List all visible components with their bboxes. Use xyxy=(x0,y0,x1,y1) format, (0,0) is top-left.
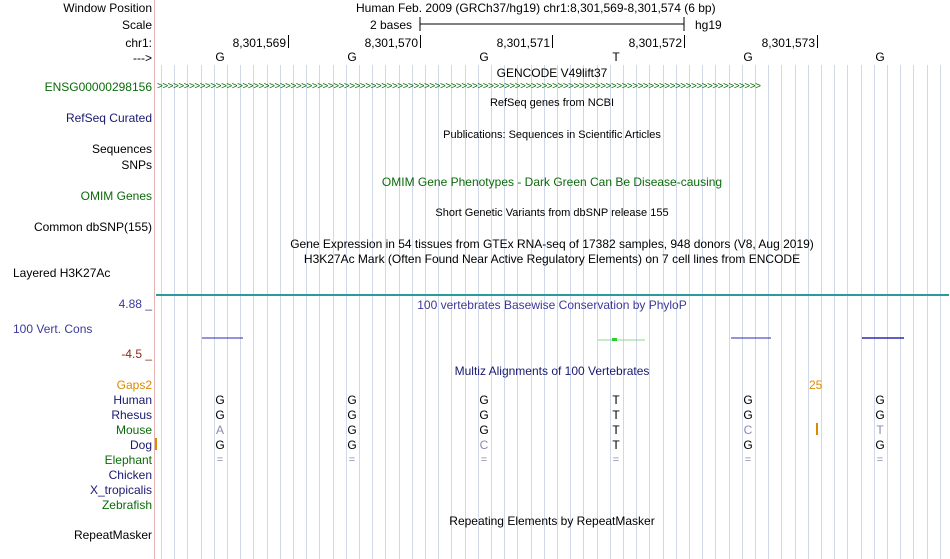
reference-base: G xyxy=(743,50,753,64)
scale-bar-text: 2 bases xyxy=(370,18,413,32)
aligned-base: G xyxy=(215,408,225,422)
phylop-signal xyxy=(155,330,950,346)
aligned-base: G xyxy=(479,393,489,407)
aligned-base: G xyxy=(875,408,885,422)
reference-base: T xyxy=(612,50,620,64)
species-label-elephant[interactable]: Elephant xyxy=(104,453,152,467)
aligned-base: T xyxy=(876,423,884,437)
position-label: 8,301,573 xyxy=(761,36,815,50)
multiz-track-title: Multiz Alignments of 100 Vertebrates xyxy=(454,364,650,378)
position-tick xyxy=(684,35,685,48)
aligned-base: = xyxy=(480,454,488,466)
assembly-position-title: Human Feb. 2009 (GRCh37/hg19) chr1:8,301,569-8,301,574 (6 bp) xyxy=(356,1,716,15)
position-label: 8,301,570 xyxy=(364,36,418,50)
species-label-human[interactable]: Human xyxy=(113,393,152,407)
aligned-base: C xyxy=(479,438,489,452)
aligned-base: G xyxy=(347,423,357,437)
label-column-separator xyxy=(154,0,155,559)
position-label: 8,301,572 xyxy=(628,36,682,50)
layered-h3k27ac-label[interactable]: Layered H3K27Ac xyxy=(13,266,111,280)
scale-bar xyxy=(418,17,688,31)
common-dbsnp-label[interactable]: Common dbSNP(155) xyxy=(33,220,152,234)
aligned-base: G xyxy=(347,393,357,407)
aligned-base: G xyxy=(743,408,753,422)
species-label-zebrafish[interactable]: Zebrafish xyxy=(101,498,152,512)
species-label-dog[interactable]: Dog xyxy=(129,438,152,452)
position-tick xyxy=(552,35,553,48)
h3k27ac-track-title: H3K27Ac Mark (Often Found Near Active Regulatory Elements) on 7 cell lines from ENCODE xyxy=(303,252,801,266)
phylop-min-value: -4.5 _ xyxy=(121,347,152,361)
aligned-base: = xyxy=(744,454,752,466)
h3k27ac-signal-line xyxy=(156,294,949,296)
species-label-rhesus[interactable]: Rhesus xyxy=(111,408,152,422)
gencode-track-title: GENCODE V49lift37 xyxy=(496,66,608,80)
aligned-base: T xyxy=(612,408,620,422)
reference-base: G xyxy=(347,50,357,64)
reference-base: G xyxy=(479,50,489,64)
repeatmasker-track-title: Repeating Elements by RepeatMasker xyxy=(449,514,655,528)
species-label-x-tropicalis[interactable]: X_tropicalis xyxy=(89,483,152,497)
aligned-base: G xyxy=(743,438,753,452)
refseq-track-title: RefSeq genes from NCBI xyxy=(489,97,615,109)
refseq-curated-label[interactable]: RefSeq Curated xyxy=(65,111,152,125)
scale-label: Scale xyxy=(121,18,152,32)
aligned-base: = xyxy=(216,454,224,466)
aligned-base: = xyxy=(348,454,356,466)
reference-base: G xyxy=(215,50,225,64)
gencode-gene-label[interactable]: ENSG00000298156 xyxy=(44,80,152,94)
aligned-base: G xyxy=(743,393,753,407)
species-label-mouse[interactable]: Mouse xyxy=(115,423,152,437)
omim-track-title: OMIM Gene Phenotypes - Dark Green Can Be Disease-causing xyxy=(381,175,723,189)
aligned-base: G xyxy=(479,423,489,437)
species-label-chicken[interactable]: Chicken xyxy=(108,468,152,482)
aligned-base: G xyxy=(875,393,885,407)
position-label: 8,301,571 xyxy=(496,36,550,50)
gencode-gene-feature[interactable]: >>>>>>>>>>>>>>>>>>>>>>>>>>>>>>>>>>>>>>>>>>>>>>>>>>>>>>>>>>>>>>>>>>>>>>>>>>>>>>>>>>>>>>>>>>>>>>>>>>>>>>>>>>>>>>>>> xyxy=(157,81,761,92)
aligned-base: G xyxy=(215,438,225,452)
phylop-track-label[interactable]: 100 Vert. Cons xyxy=(13,322,93,336)
dog-gap-marker xyxy=(155,438,157,450)
window-position-label: Window Position xyxy=(63,1,152,15)
phylop-track-title: 100 vertebrates Basewise Conservation by PhyloP xyxy=(417,298,687,312)
aligned-base: G xyxy=(347,438,357,452)
position-tick xyxy=(817,35,818,48)
aligned-base: = xyxy=(876,454,884,466)
aligned-base: T xyxy=(612,393,620,407)
strand-label: ---> xyxy=(133,51,152,65)
mouse-gap-marker xyxy=(816,423,818,435)
gtex-track-title: Gene Expression in 54 tissues from GTEx RNA-seq of 17382 samples, 948 donors (V8, Aug 2019) xyxy=(290,237,814,251)
dbsnp-track-title: Short Genetic Variants from dbSNP release 155 xyxy=(435,207,669,219)
sequences-label[interactable]: Sequences xyxy=(91,142,152,156)
omim-genes-label[interactable]: OMIM Genes xyxy=(80,189,152,203)
publications-track-title: Publications: Sequences in Scientific Articles xyxy=(443,129,661,141)
phylop-max-value: 4.88 _ xyxy=(118,297,152,311)
snps-label[interactable]: SNPs xyxy=(121,158,152,172)
aligned-base: C xyxy=(743,423,753,437)
aligned-base: G xyxy=(215,393,225,407)
position-tick xyxy=(288,35,289,48)
repeatmasker-label[interactable]: RepeatMasker xyxy=(73,528,152,542)
aligned-base: G xyxy=(347,408,357,422)
reference-base: G xyxy=(875,50,885,64)
gaps-count: 25 xyxy=(809,378,823,392)
aligned-base: T xyxy=(612,438,620,452)
aligned-base: G xyxy=(479,408,489,422)
scale-assembly: hg19 xyxy=(695,18,722,32)
aligned-base: T xyxy=(612,423,620,437)
chr-label: chr1: xyxy=(125,36,152,50)
gaps-label[interactable]: Gaps2 xyxy=(116,378,152,392)
aligned-base: A xyxy=(215,423,225,437)
aligned-base: = xyxy=(612,454,620,466)
position-label: 8,301,569 xyxy=(232,36,286,50)
aligned-base: G xyxy=(875,438,885,452)
position-tick xyxy=(420,35,421,48)
